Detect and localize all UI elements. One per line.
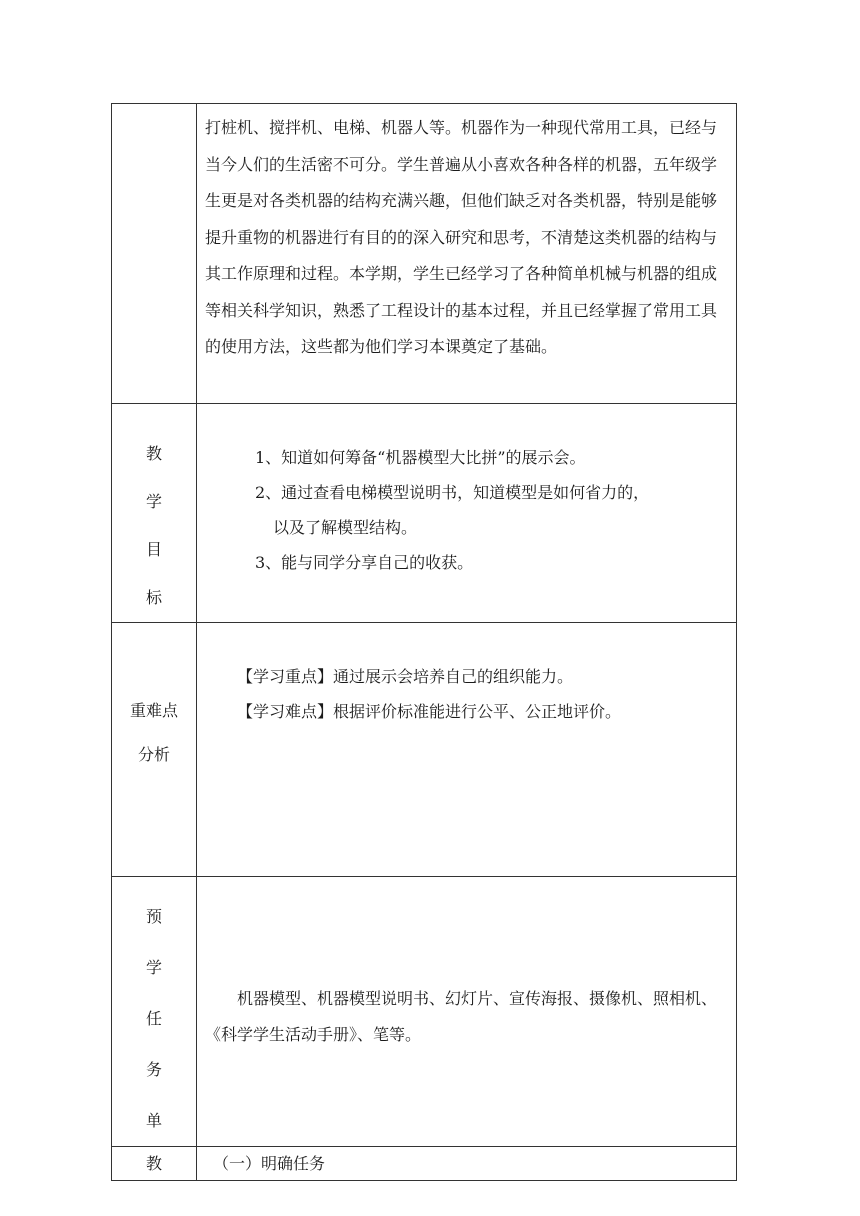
objective-item: 1、知道如何筹备“机器模型大比拼”的展示会。 xyxy=(255,448,586,467)
background-text: 打桩机、搅拌机、电梯、机器人等。机器作为一种现代常用工具，已经与当今人们的生活密不可分。学生普遍从小喜欢各种各样的机器，五年级学生更是对各类机器的结构充满兴趣，但他们缺乏对各类机器，特别是能够提升重物的机器进行有目的的深入研究和思考，不清楚这类机器的结构与其工作原理和过程。本学期，学生已经学习了各种简单机械与机器的组成等相关科学知识，熟悉了工程设计的基本过程，并且已经掌握了常用工具的使用方法，这些都为他们学习本课奠定了基础。 xyxy=(205,118,718,356)
objective-item: 2、通过查看电梯模型说明书，知道模型是如何省力的， xyxy=(255,483,650,502)
preview-row xyxy=(112,877,737,1147)
background-label-cell xyxy=(112,104,197,404)
objectives-label-char: 标 xyxy=(145,588,162,607)
key-points-content-cell xyxy=(197,623,737,877)
teaching-label-cell: 教 xyxy=(112,1147,197,1181)
preview-label-char: 预 xyxy=(145,907,162,926)
background-content-cell xyxy=(197,104,737,404)
objective-item: 3、能与同学分享自己的收获。 xyxy=(255,553,474,572)
preview-label-char: 学 xyxy=(145,958,162,977)
teaching-row xyxy=(112,1147,737,1181)
key-points-row xyxy=(112,623,737,877)
objectives-label-cell xyxy=(112,404,197,623)
preview-text: 机器模型、机器模型说明书、幻灯片、宣传海报、摄像机、照相机、《科学学生活动手册》、笔等。 xyxy=(205,989,718,1044)
key-points-label-line: 重难点 xyxy=(129,701,178,720)
preview-label-char: 务 xyxy=(145,1060,162,1079)
key-points-label-cell xyxy=(112,623,197,877)
difficulty-text: 根据评价标准能进行公平、公正地评价。 xyxy=(333,702,622,721)
objectives-label-char: 教 xyxy=(145,444,162,463)
preview-label-cell xyxy=(112,877,197,1147)
focus-tag: 【学习重点】 xyxy=(237,667,334,686)
difficulty-line xyxy=(237,694,736,729)
difficulty-tag: 【学习难点】 xyxy=(237,702,334,721)
objectives-label-char: 学 xyxy=(145,492,162,511)
objective-item-continuation: 以及了解模型结构。 xyxy=(273,518,418,537)
objectives-content-cell xyxy=(197,404,737,623)
preview-label-char: 单 xyxy=(145,1111,162,1130)
preview-label-char: 任 xyxy=(145,1009,162,1028)
focus-line xyxy=(237,659,736,694)
key-points-label-line: 分析 xyxy=(137,745,170,764)
objectives-row xyxy=(112,404,737,623)
objectives-label-char: 目 xyxy=(145,540,162,559)
preview-content-cell xyxy=(197,877,737,1147)
focus-text: 通过展示会培养自己的组织能力。 xyxy=(333,667,574,686)
teaching-content-cell: （一）明确任务 xyxy=(197,1147,737,1181)
lesson-plan-table xyxy=(111,103,737,1181)
background-row xyxy=(112,104,737,404)
